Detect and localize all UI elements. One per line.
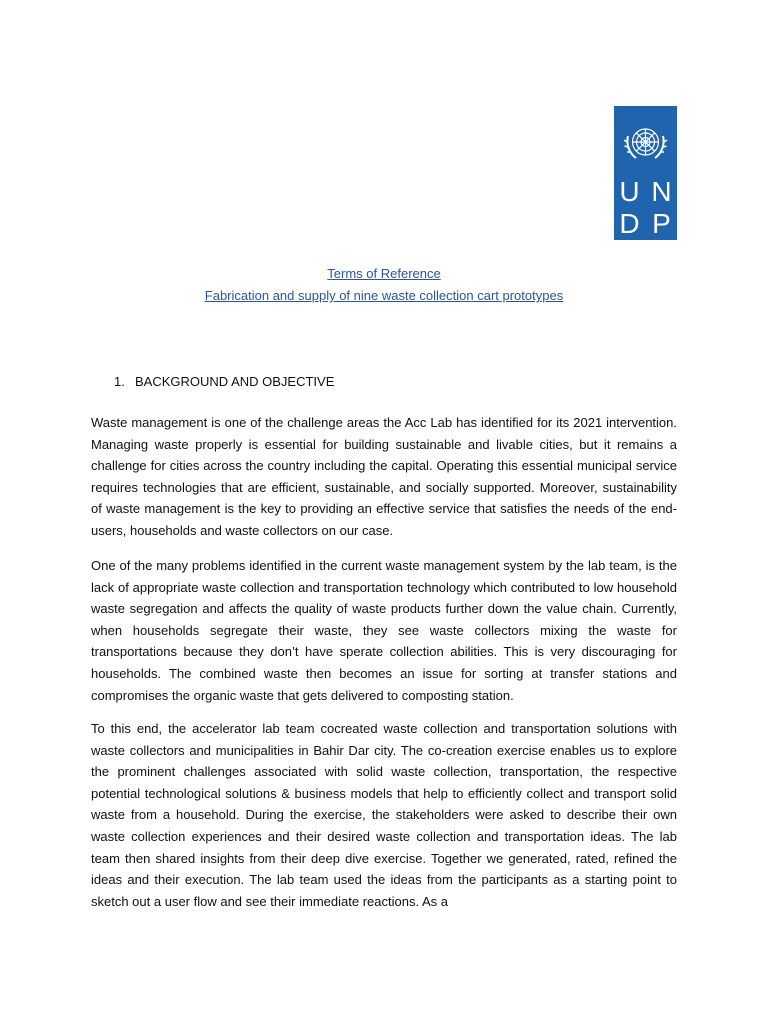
logo-letter-u: U (619, 176, 640, 207)
paragraph-2: One of the many problems identified in the current waste management system by the lab team, is the lack of appropriate waste collection and transportation technology which contributed to low household waste segregation and affects the quality of waste products further down the value chain. Currently, when households segregate their waste, they see waste collectors mixing the waste for transportations because they don’t have sperate collection abilities. This is very discouraging for households. The combined waste then becomes an issue for sorting at transfer stations and compromises the organic waste that gets delivered to composting station. (91, 558, 677, 703)
document-subtitle: Fabrication and supply of nine waste collection cart prototypes (204, 288, 564, 303)
logo-letter-d: D (619, 208, 640, 239)
paragraph-1: Waste management is one of the challenge areas the Acc Lab has identified for its 2021 intervention. Managing waste properly is essential for building sustainable and livable cities, but it remains a challenge for cities across the country including the capital. Operating this essential municipal service requires technologies that are efficient, sustainable, and socially supported. Moreover, sustainability of waste management is the key to providing an effective service that satisfies the needs of the end-users, households and waste collectors on our case. (91, 415, 677, 538)
logo-letter-n: N (651, 176, 672, 207)
logo-letter-p: P (652, 208, 671, 239)
logo-letters (614, 176, 677, 240)
undp-logo (614, 106, 677, 240)
section-number: 1. (114, 374, 125, 389)
section-heading-text: BACKGROUND AND OBJECTIVE (135, 374, 335, 389)
paragraph-3: To this end, the accelerator lab team cocreated waste collection and transportation solutions with waste collectors and municipalities in Bahir Dar city. The co-creation exercise enables us to explore the prominent challenges associated with solid waste collection, transportation, the respective potential technological solutions & business models that help to efficiently collect and transport solid waste from a household. During the exercise, the stakeholders were asked to describe their own waste collection experiences and their desired waste collection and transportation ideas. The lab team then shared insights from their deep dive exercise. Together we generated, rated, refined the ideas and their execution. The lab team used the ideas from the participants as a starting point to sketch out a user flow and see their immediate reactions. As a (91, 721, 677, 909)
section-heading (114, 373, 334, 391)
document-title: Terms of Reference (327, 266, 441, 281)
un-emblem-icon (614, 106, 677, 174)
